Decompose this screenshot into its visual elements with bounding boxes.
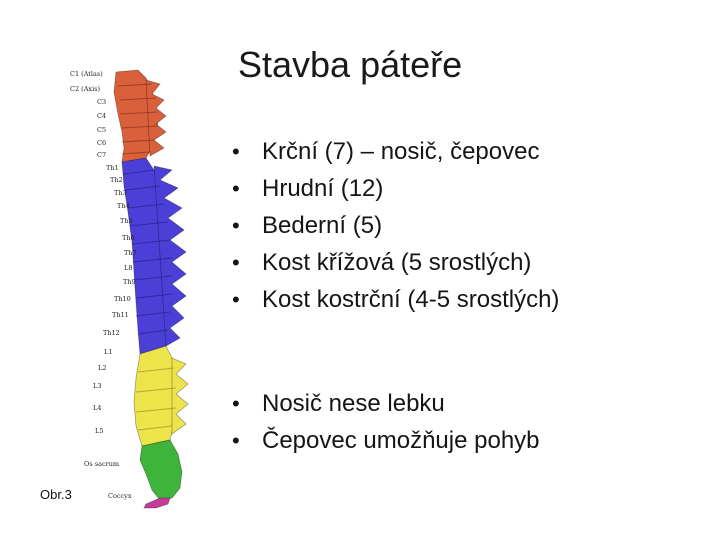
- bullet-icon: •: [232, 287, 240, 312]
- bullet-icon: •: [232, 139, 240, 164]
- list-item: [232, 207, 559, 244]
- sacrum: [140, 440, 182, 500]
- label-th5: Th5: [120, 217, 133, 225]
- bullet-icon: •: [232, 250, 240, 275]
- label-th1: Th1: [106, 164, 119, 172]
- coccyx-region: [144, 498, 170, 508]
- label-sacrum: Os sacrum: [84, 460, 120, 468]
- list-item-text: Bederní (5): [262, 212, 383, 239]
- label-c4: C4: [97, 112, 107, 120]
- lumbar-spinous-processes: [172, 358, 188, 434]
- spine-functions-list: [232, 385, 540, 459]
- label-l5: L5: [95, 427, 104, 435]
- label-th4: Th4: [117, 202, 130, 210]
- list-item-text: Kost křížová (5 srostlých): [262, 249, 532, 276]
- lumbar-region: [134, 346, 188, 446]
- spine-regions-list: [232, 133, 559, 318]
- label-l4: L4: [93, 404, 102, 412]
- label-l1: L1: [104, 348, 113, 356]
- list-item: [232, 170, 559, 207]
- label-th9: Th9: [123, 278, 136, 286]
- label-c5: C5: [97, 126, 107, 134]
- label-c3: C3: [97, 98, 107, 106]
- list-item: [232, 133, 559, 170]
- list-item-text: Nosič nese lebku: [262, 390, 445, 417]
- list-item-text: Čepovec umožňuje pohyb: [262, 427, 540, 454]
- list-item-text: Hrudní (12): [262, 175, 384, 202]
- bullet-icon: •: [232, 428, 240, 453]
- label-th7: Th7: [124, 249, 137, 257]
- figure-caption: Obr.3: [40, 487, 72, 502]
- label-c1: C1 (Atlas): [70, 70, 103, 78]
- bullet-icon: •: [232, 391, 240, 416]
- slide-title: Stavba páteře: [238, 44, 463, 85]
- label-th10: Th10: [114, 295, 131, 303]
- label-th8: L8: [124, 264, 133, 272]
- bullet-icon: •: [232, 213, 240, 238]
- lumbar-vertebrae: [134, 346, 176, 446]
- label-c6: C6: [97, 139, 107, 147]
- label-coccyx: Coccyx: [108, 492, 132, 500]
- cervical-spinous-processes: [146, 80, 166, 156]
- label-th3: Th3: [114, 189, 127, 197]
- bullet-icon: •: [232, 176, 240, 201]
- label-l2: L2: [98, 364, 107, 372]
- label-th11: Th11: [112, 311, 129, 319]
- list-item: [232, 244, 559, 281]
- label-th6: Th6: [122, 234, 135, 242]
- list-item-text: Kost kostrční (4-5 srostlých): [262, 286, 560, 313]
- list-item: [232, 385, 540, 422]
- label-th2: Th2: [110, 176, 123, 184]
- list-item: [232, 422, 540, 459]
- spine-illustration: [60, 62, 220, 510]
- label-c2: C2 (Axis): [70, 85, 101, 93]
- label-c7: C7: [97, 151, 107, 159]
- label-l3: L3: [93, 382, 102, 390]
- sacrum-region: [140, 440, 182, 500]
- list-item-text: Krční (7) – nosič, čepovec: [262, 138, 540, 165]
- coccyx: [144, 498, 170, 508]
- label-th12: Th12: [103, 329, 120, 337]
- list-item: [232, 281, 559, 318]
- cervical-region: [114, 70, 166, 162]
